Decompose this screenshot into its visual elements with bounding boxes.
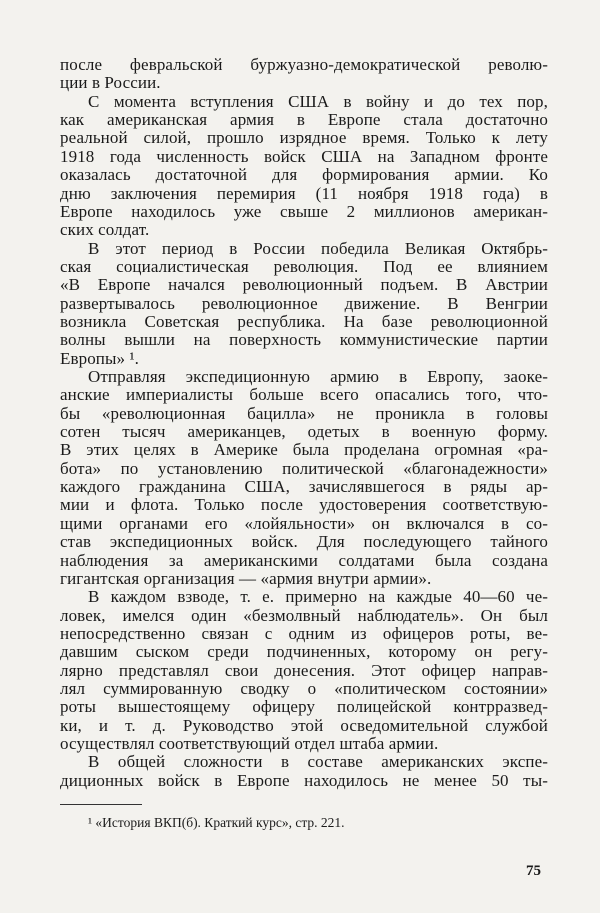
text-line: В этих целях в Америке была проделана огромная «ра- — [60, 440, 548, 460]
text-line: Европе находилось уже свыше 2 миллионов американ- — [60, 201, 548, 221]
text-line: ских солдат. — [60, 220, 150, 240]
text-line: возникла Советская республика. На базе революционной — [60, 311, 548, 331]
text-line: ская социалистическая революция. Под ее влиянием — [60, 256, 548, 276]
text-line: развертывалось революционное движение. В Венгрии — [60, 293, 548, 313]
text-line: волны вышли на поверхность коммунистические партии — [60, 330, 548, 350]
text-line: В каждом взводе, т. е. примерно на каждые 40—60 че- — [88, 587, 548, 607]
text-line: ловек, имелся один «безмолвный наблюдатель». Он был — [60, 605, 548, 625]
text-line: Отправляя экспедиционную армию в Европу, заоке- — [88, 367, 548, 386]
text-line: дню заключения перемирия (11 ноября 1918 года) в — [60, 183, 548, 203]
text-line: мии и флота. Только после удостоверения соответствую- — [60, 495, 548, 515]
text-line: наблюдения за американскими солдатами была создана — [60, 550, 548, 570]
text-line: В этот период в России победила Великая Октябрь- — [88, 238, 548, 258]
text-line: «В Европе начался революционный подъем. В Австрии — [60, 275, 548, 295]
footnote-rule — [60, 804, 142, 805]
text-line: роты вышестоящему офицеру полицейской контрразвед- — [60, 697, 548, 717]
text-line: гигантская организация — «армия внутри армии». — [60, 568, 432, 588]
text-line: реальной силой, прошло изрядное время. Только к лету — [60, 128, 548, 148]
text-line: давшим сыском среди подчиненных, которому он регу- — [60, 642, 548, 662]
text-line: как американская армия в Европе стала достаточно — [60, 110, 548, 130]
text-line: Европы» ¹. — [60, 348, 140, 368]
text-line: диционных войск в Европе находилось не менее 50 ты- — [60, 770, 548, 790]
text-line: непосредственно связан с одним из офицеров роты, ве- — [60, 623, 548, 643]
text-line: сотен тысяч американцев, одетых в военную форму. — [60, 422, 548, 441]
text-line: анские империалисты больше всего опасались того, что- — [60, 385, 548, 405]
text-line: оказалась достаточной для формирования армии. Ко — [60, 165, 548, 185]
text-line: ки, и т. д. Руководство этой осведомительной службой — [60, 715, 548, 735]
text-line: 1918 года численность войск США на Западном фронте — [60, 146, 548, 166]
text-line: каждого гражданина США, зачислявшегося в ряды ар- — [60, 477, 548, 497]
footnote: ¹ «История ВКП(б). Краткий курс», стр. 221. — [88, 815, 345, 830]
text-line: бота» по установлению политической «благонадежности» — [60, 458, 548, 478]
text-line: осуществлял соответствующий отдел штаба армии. — [60, 734, 439, 753]
text-line: щими органами его «лойяльности» он включался в со- — [60, 513, 548, 533]
page-number: 75 — [526, 863, 541, 879]
text-line: лял суммированную сводку о «политическом состоянии» — [60, 678, 548, 698]
text-line: бы «революционная бацилла» не проникла в головы — [60, 403, 548, 423]
text-line: В общей сложности в составе американских экспе- — [88, 752, 548, 772]
text-line: после февральской буржуазно-демократической револю- — [60, 55, 548, 74]
text-line: ции в России. — [60, 73, 161, 93]
text-line: став экспедиционных войск. Для последующего тайного — [60, 532, 548, 552]
text-line: С момента вступления США в войну и до тех пор, — [88, 91, 548, 111]
text-line: лярно представлял свои донесения. Этот офицер направ- — [60, 660, 548, 680]
